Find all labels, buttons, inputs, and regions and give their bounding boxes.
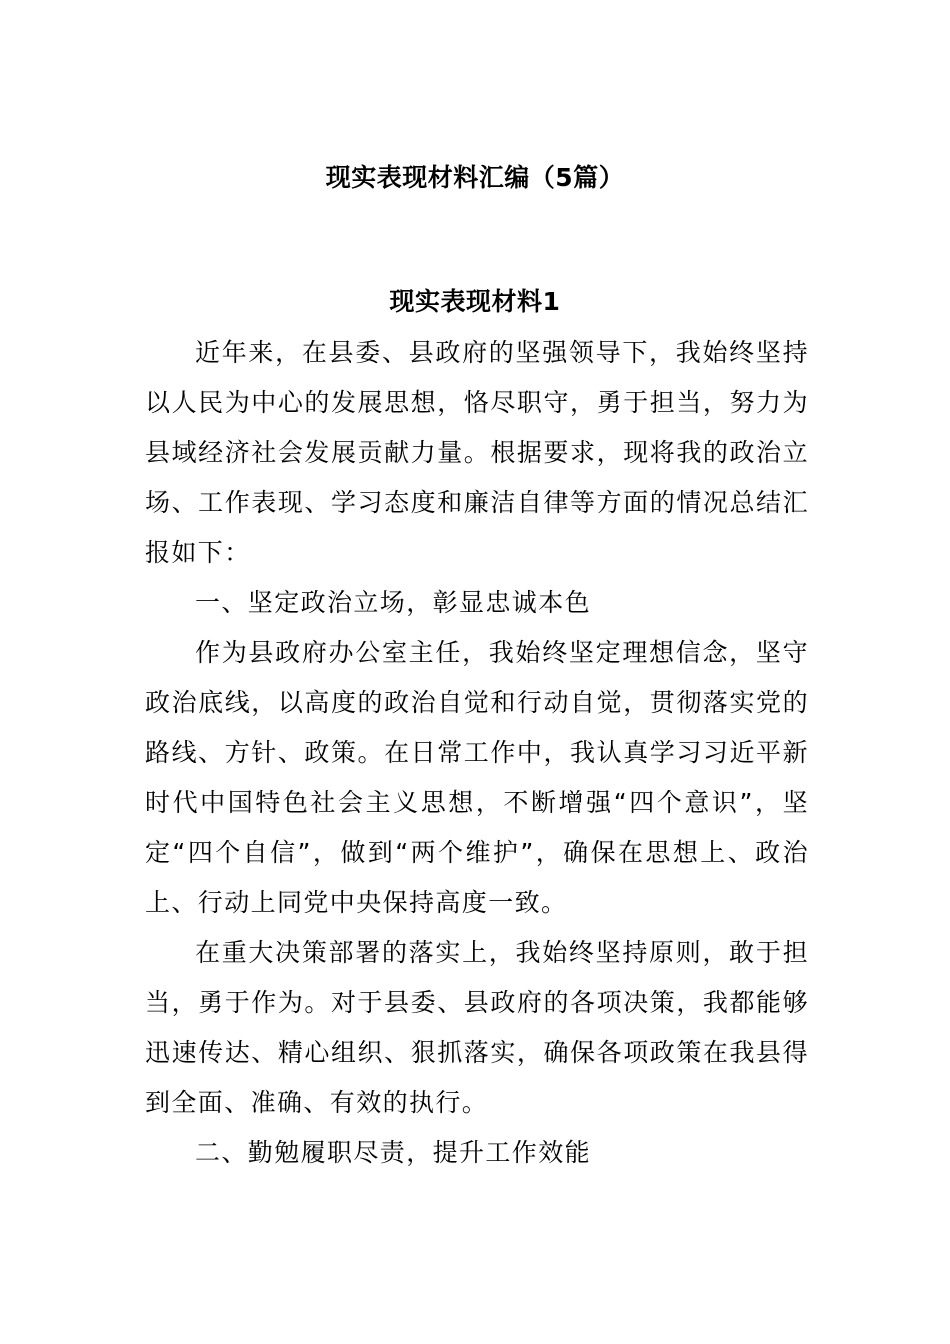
paragraph-intro: 近年来，在县委、县政府的坚强领导下，我始终坚持以人民为中心的发展思想，恪尽职守，勇于担当，努力为县域经济社会发展贡献力量。根据要求，现将我的政治立场、工作表现、学习态度和廉洁自律等方面的情况总结汇报如下：	[145, 338, 809, 567]
document-body	[145, 328, 809, 1178]
section-title: 现实表现材料1	[389, 287, 561, 316]
document-title: 现实表现材料汇编（5篇）	[325, 163, 625, 192]
paragraph-political-1: 作为县政府办公室主任，我始终坚定理想信念，坚守政治底线，以高度的政治自觉和行动自觉，贯彻落实党的路线、方针、政策。在日常工作中，我认真学习习近平新时代中国特色社会主义思想，不断增强“四个意识”，坚定“四个自信”，做到“两个维护”，确保在思想上、政治上、行动上同党中央保持高度一致。	[145, 638, 809, 917]
paragraph-political-2: 在重大决策部署的落实上，我始终坚持原则，敢于担当，勇于作为。对于县委、县政府的各项决策，我都能够迅速传达、精心组织、狠抓落实，确保各项政策在我县得到全面、准确、有效的执行。	[145, 938, 809, 1117]
heading-political-stance: 一、坚定政治立场，彰显忠诚本色	[195, 588, 592, 617]
heading-duty: 二、勤勉履职尽责，提升工作效能	[195, 1138, 592, 1167]
